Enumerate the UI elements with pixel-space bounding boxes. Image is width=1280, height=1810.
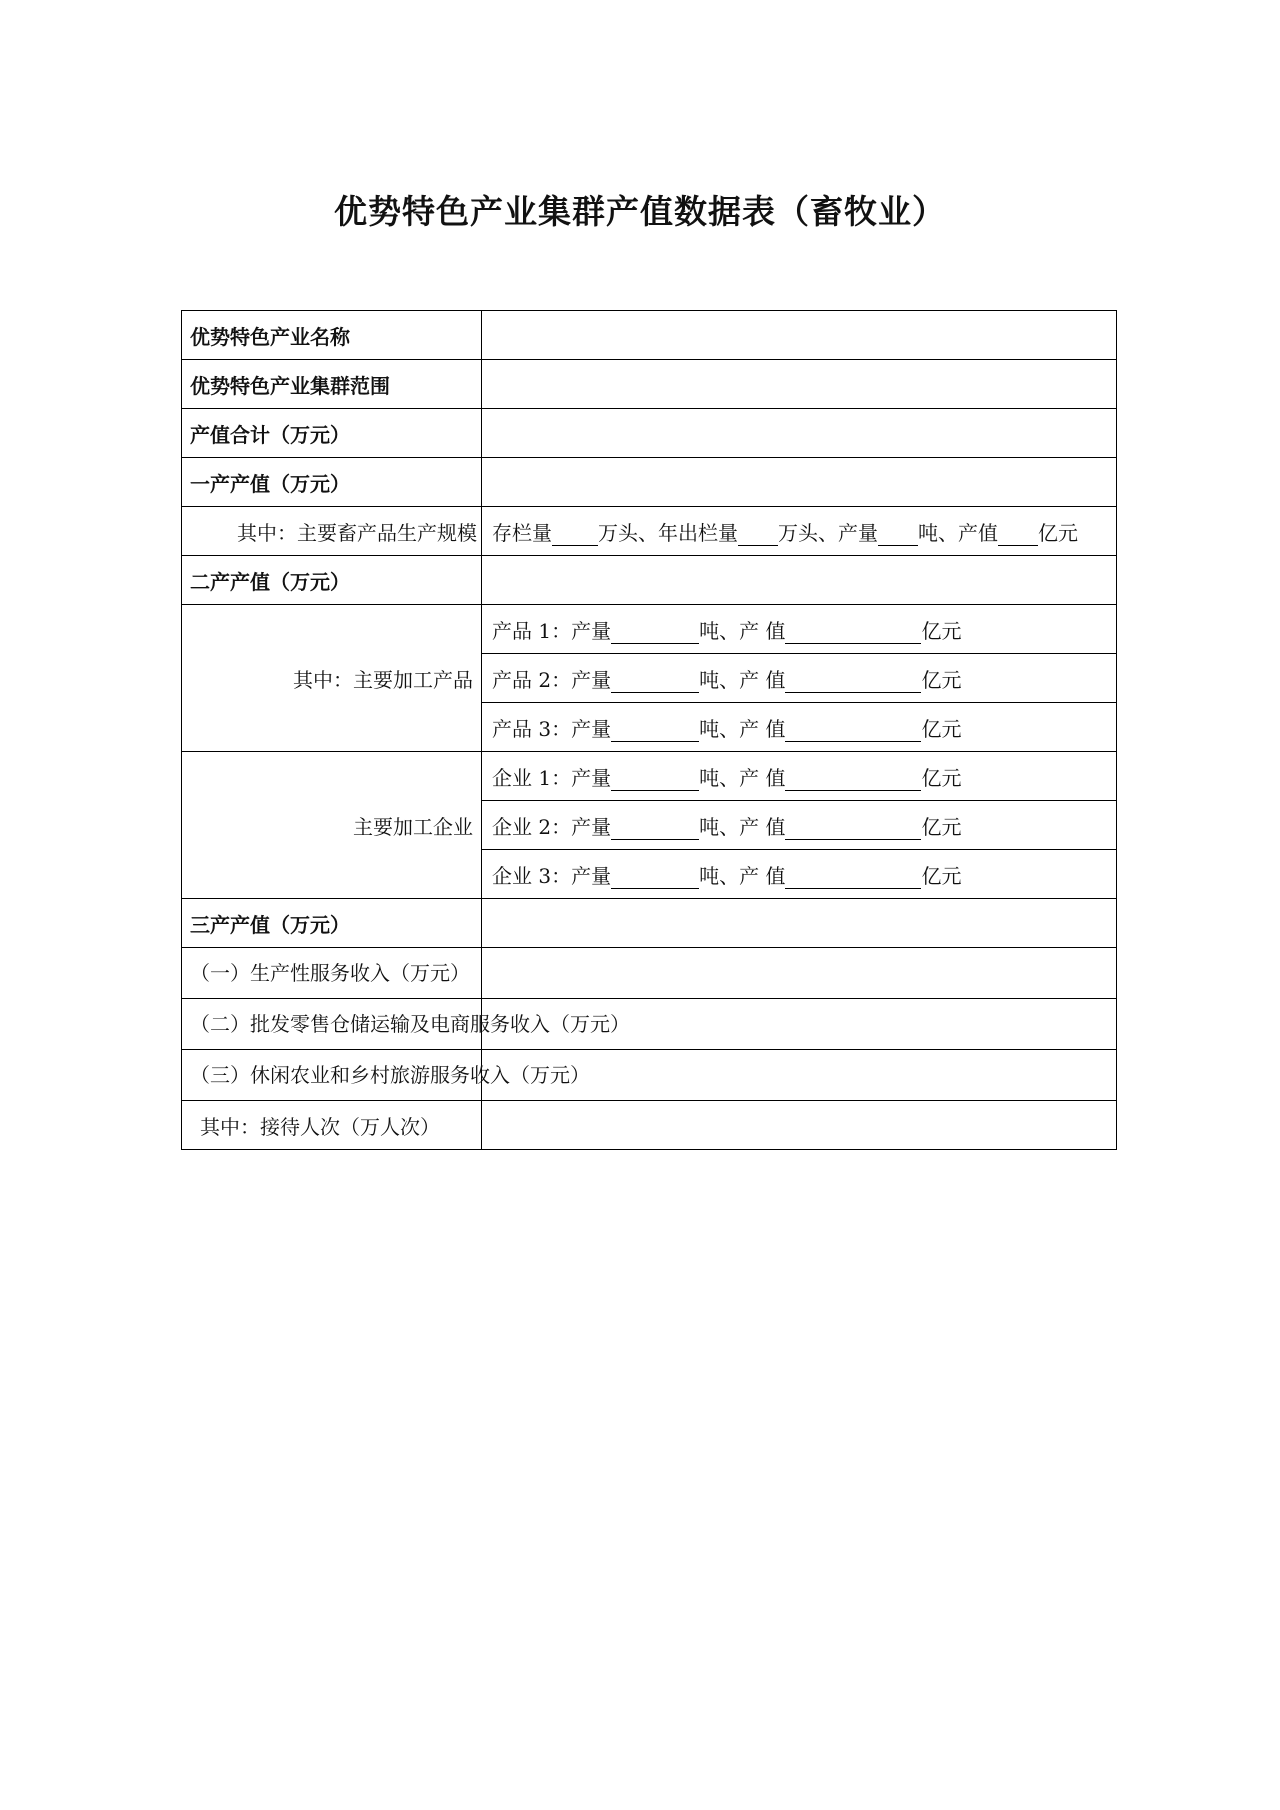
product-1-value-blank[interactable] — [785, 623, 921, 644]
yield-blank[interactable] — [878, 525, 918, 546]
total-output-label: 产值合计（万元） — [182, 409, 482, 458]
industry-name-label: 优势特色产业名称 — [182, 311, 482, 360]
product-3-label: 产品 3：产量 — [492, 716, 612, 741]
product-3-value-blank[interactable] — [785, 721, 921, 742]
industry-name-field[interactable] — [482, 311, 1117, 360]
primary-output-label: 一产产值（万元） — [182, 458, 482, 507]
enterprise-row-2[interactable] — [482, 801, 1117, 850]
value-label: 吨、产值 — [918, 520, 998, 545]
enterprise-1-label: 企业 1：产量 — [492, 765, 612, 790]
table-row — [182, 556, 1117, 605]
product-row-3[interactable] — [482, 703, 1117, 752]
yield-label: 万头、产量 — [778, 520, 878, 545]
product-1-yield-blank[interactable] — [611, 623, 699, 644]
unit-label: 亿元 — [1038, 520, 1078, 545]
product-1-label: 产品 1：产量 — [492, 618, 612, 643]
cluster-scope-field[interactable] — [482, 360, 1117, 409]
main-enterprises-label: 主要加工企业 — [182, 752, 482, 899]
product-1-value-label: 吨、产 值 — [699, 618, 786, 643]
secondary-output-label: 二产产值（万元） — [182, 556, 482, 605]
enterprise-2-unit: 亿元 — [921, 814, 962, 839]
table-row — [182, 409, 1117, 458]
main-products-label: 其中：主要加工产品 — [182, 605, 482, 752]
table-row — [182, 999, 1117, 1050]
product-3-value-label: 吨、产 值 — [699, 716, 786, 741]
table-row — [182, 360, 1117, 409]
tertiary-output-label: 三产产值（万元） — [182, 899, 482, 948]
table-row — [182, 458, 1117, 507]
table-row — [182, 311, 1117, 360]
tertiary-output-field[interactable] — [482, 899, 1117, 948]
enterprise-1-value-label: 吨、产 值 — [699, 765, 786, 790]
productive-service-income-label: （一）生产性服务收入（万元） — [182, 948, 482, 999]
product-2-label: 产品 2：产量 — [492, 667, 612, 692]
product-1-unit: 亿元 — [921, 618, 962, 643]
livestock-scale-field[interactable] — [482, 507, 1117, 556]
product-2-yield-blank[interactable] — [611, 672, 699, 693]
enterprise-2-label: 企业 2：产量 — [492, 814, 612, 839]
enterprise-3-unit: 亿元 — [921, 863, 962, 888]
table-row — [182, 752, 1117, 801]
total-output-field[interactable] — [482, 409, 1117, 458]
enterprise-2-yield-blank[interactable] — [611, 819, 699, 840]
enterprise-3-yield-blank[interactable] — [611, 868, 699, 889]
product-3-yield-blank[interactable] — [611, 721, 699, 742]
visitors-label: 其中：接待人次（万人次） — [182, 1101, 482, 1150]
table-row — [182, 899, 1117, 948]
enterprise-1-yield-blank[interactable] — [611, 770, 699, 791]
enterprise-1-value-blank[interactable] — [785, 770, 921, 791]
product-2-value-label: 吨、产 值 — [699, 667, 786, 692]
primary-output-field[interactable] — [482, 458, 1117, 507]
enterprise-row-1[interactable] — [482, 752, 1117, 801]
table-row — [182, 1101, 1117, 1150]
enterprise-3-value-blank[interactable] — [785, 868, 921, 889]
table-row — [182, 507, 1117, 556]
productive-service-income-field[interactable] — [482, 948, 1117, 999]
stock-blank[interactable] — [552, 525, 598, 546]
product-row-1[interactable] — [482, 605, 1117, 654]
cluster-scope-label: 优势特色产业集群范围 — [182, 360, 482, 409]
enterprise-2-value-blank[interactable] — [785, 819, 921, 840]
slaughter-label: 万头、年出栏量 — [598, 520, 738, 545]
wholesale-retail-income-label: （二）批发零售仓储运输及电商服务收入（万元） — [182, 999, 482, 1050]
product-2-unit: 亿元 — [921, 667, 962, 692]
enterprise-row-3[interactable] — [482, 850, 1117, 899]
table-row — [182, 1050, 1117, 1101]
data-form-table — [181, 310, 1117, 1150]
visitors-field[interactable] — [482, 1101, 1117, 1150]
enterprise-3-value-label: 吨、产 值 — [699, 863, 786, 888]
enterprise-1-unit: 亿元 — [921, 765, 962, 790]
secondary-output-field[interactable] — [482, 556, 1117, 605]
product-3-unit: 亿元 — [921, 716, 962, 741]
livestock-scale-label: 其中：主要畜产品生产规模 — [182, 507, 482, 556]
product-row-2[interactable] — [482, 654, 1117, 703]
table-row — [182, 605, 1117, 654]
page-title: 优势特色产业集群产值数据表（畜牧业） — [334, 192, 946, 231]
product-2-value-blank[interactable] — [785, 672, 921, 693]
value-blank[interactable] — [998, 525, 1038, 546]
leisure-tourism-income-label: （三）休闲农业和乡村旅游服务收入（万元） — [182, 1050, 482, 1101]
slaughter-blank[interactable] — [738, 525, 778, 546]
enterprise-3-label: 企业 3：产量 — [492, 863, 612, 888]
table-row — [182, 948, 1117, 999]
stock-label: 存栏量 — [492, 520, 552, 545]
enterprise-2-value-label: 吨、产 值 — [699, 814, 786, 839]
